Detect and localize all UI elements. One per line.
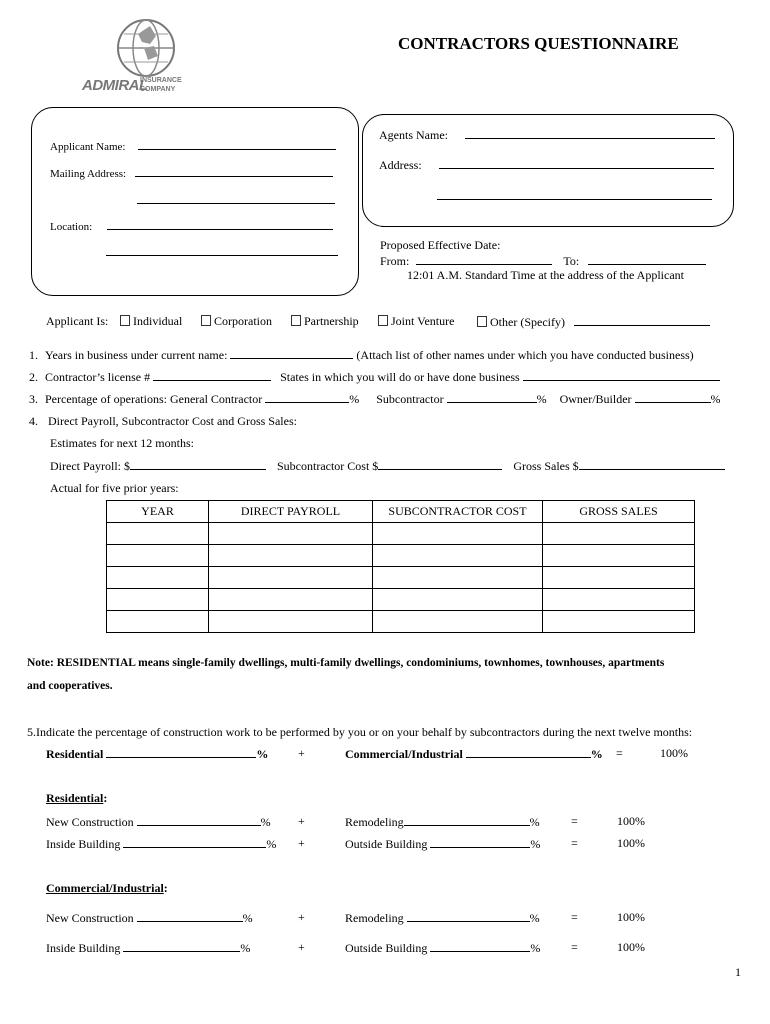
years-in-business-field[interactable] — [230, 347, 353, 359]
residential-pct-field[interactable] — [106, 746, 256, 758]
direct-payroll-field[interactable] — [130, 458, 266, 470]
equals-sign: = — [616, 746, 623, 760]
res-outside-building: Outside Building % — [345, 837, 541, 851]
company-logo — [80, 14, 190, 96]
actual-label: Actual for five prior years: — [50, 481, 179, 495]
checkbox-icon[interactable] — [291, 315, 301, 326]
subcontractor-label: Subcontractor — [376, 392, 444, 406]
res-new-construction-field[interactable] — [137, 814, 261, 826]
estimates-row — [50, 458, 725, 474]
direct-payroll-label: Direct Payroll: $ — [50, 459, 130, 473]
effective-time-note: 12:01 A.M. Standard Time at the address of the Applicant — [407, 268, 684, 282]
q4-label: Direct Payroll, Subcontractor Cost and Gross Sales: — [48, 414, 297, 428]
com-new-construction: New Construction % — [46, 911, 253, 925]
table-row — [107, 567, 695, 589]
option-partnership[interactable]: Partnership — [291, 314, 359, 329]
logo-wordmark: ADMIRAL — [82, 77, 148, 94]
effective-date-label: Proposed Effective Date: — [380, 238, 501, 252]
option-other[interactable]: Other (Specify) — [477, 314, 710, 330]
q1-label: Years in business under current name: — [45, 348, 228, 362]
table-row — [107, 523, 695, 545]
applicant-is-row — [46, 314, 108, 329]
residential-heading: Residential: — [46, 791, 108, 805]
location-field[interactable] — [107, 218, 333, 230]
location-row — [50, 218, 333, 233]
commercial-pct-field[interactable] — [466, 746, 591, 758]
option-individual[interactable]: Individual — [120, 314, 182, 329]
page-number: 1 — [735, 965, 741, 979]
table-row — [107, 545, 695, 567]
col-direct-payroll: DIRECT PAYROLL — [209, 501, 373, 523]
res-outside-building-field[interactable] — [430, 836, 530, 848]
commercial-pct-label: Commercial/Industrial % — [345, 747, 603, 761]
option-corporation[interactable]: Corporation — [201, 314, 272, 329]
owner-builder-label: Owner/Builder — [559, 392, 632, 406]
from-label: From: — [380, 254, 410, 268]
com-outside-building: Outside Building % — [345, 941, 541, 955]
agent-address-row — [379, 157, 714, 173]
col-subcontractor-cost: SUBCONTRACTOR COST — [373, 501, 543, 523]
agent-address-field-2[interactable] — [437, 188, 712, 200]
col-gross-sales: GROSS SALES — [543, 501, 695, 523]
location-field-2[interactable] — [106, 244, 338, 256]
com-outside-building-field[interactable] — [430, 940, 530, 952]
general-contractor-pct-field[interactable] — [265, 391, 349, 403]
states-field[interactable] — [523, 369, 720, 381]
estimates-label: Estimates for next 12 months: — [50, 436, 194, 450]
applicant-name-field[interactable] — [138, 138, 336, 150]
question-1: 1. Years in business under current name: (Attach list of other names under which you have conducted business) — [29, 348, 694, 362]
question-2: 2. Contractor’s license # States in which you will do or have done business — [29, 369, 720, 385]
table-row — [107, 611, 695, 633]
residential-note-line2: and cooperatives. — [27, 680, 113, 692]
checkbox-icon[interactable] — [378, 315, 388, 326]
gross-sales-label: Gross Sales $ — [513, 459, 579, 473]
residential-pct-label: Residential % — [46, 747, 269, 761]
checkbox-icon[interactable] — [120, 315, 130, 326]
agents-name-field[interactable] — [465, 127, 715, 139]
option-joint-venture[interactable]: Joint Venture — [378, 314, 454, 329]
to-date-field[interactable] — [588, 253, 706, 265]
gross-sales-field[interactable] — [579, 458, 725, 470]
com-inside-building: Inside Building % — [46, 941, 251, 955]
res-new-construction: New Construction % — [46, 815, 271, 829]
res-inside-building-field[interactable] — [123, 836, 266, 848]
license-number-field[interactable] — [153, 369, 271, 381]
mailing-address-label: Mailing Address: — [50, 168, 127, 180]
other-specify-field[interactable] — [574, 314, 710, 326]
col-year: YEAR — [107, 501, 209, 523]
com-new-construction-field[interactable] — [137, 910, 243, 922]
question-4: 4. Direct Payroll, Subcontractor Cost and Gross Sales: — [29, 414, 297, 428]
page-title: CONTRACTORS QUESTIONNAIRE — [398, 34, 679, 53]
q2-label: Contractor’s license # — [45, 370, 151, 384]
checkbox-icon[interactable] — [201, 315, 211, 326]
from-date-field[interactable] — [416, 253, 552, 265]
question-3: 3. Percentage of operations: General Contractor % Subcontractor % Owner/Builder % — [29, 392, 721, 406]
applicant-is-label: Applicant Is: — [46, 314, 109, 328]
applicant-name-row — [50, 138, 336, 153]
sub-cost-label: Subcontractor Cost $ — [276, 459, 379, 473]
agents-name-row — [379, 127, 715, 143]
agent-address-field[interactable] — [439, 157, 714, 169]
q3-label: Percentage of operations: General Contractor — [45, 392, 263, 406]
residential-note-line1: Note: RESIDENTIAL means single-family dwellings, multi-family dwellings, condominiums, townhomes, townhouses, apartments — [27, 657, 665, 669]
mailing-address-row — [50, 165, 333, 180]
question-5: 5.Indicate the percentage of construction work to be performed by you or on your behalf by subcontractors during the next twelve months: — [27, 725, 693, 739]
mailing-address-field[interactable] — [135, 165, 333, 177]
logo-sub2: COMPANY — [140, 86, 176, 93]
mailing-address-field-2[interactable] — [137, 192, 335, 204]
q1-note: (Attach list of other names under which you have conducted business) — [356, 348, 694, 362]
plus-sign: + — [298, 746, 305, 760]
applicant-name-label: Applicant Name: — [50, 141, 126, 153]
res-remodeling: Remodeling % — [345, 815, 540, 829]
subcontractor-pct-field[interactable] — [447, 391, 537, 403]
commercial-heading: Commercial/Industrial: — [46, 881, 168, 895]
checkbox-icon[interactable] — [477, 316, 487, 327]
prior-years-table — [106, 500, 695, 633]
res-inside-building: Inside Building % — [46, 837, 277, 851]
table-header-row — [107, 501, 695, 523]
table-row — [107, 589, 695, 611]
to-label: To: — [563, 254, 580, 268]
com-remodeling-field[interactable] — [407, 910, 530, 922]
total-100: 100% — [660, 746, 688, 760]
agent-address-label: Address: — [379, 158, 422, 172]
states-label: States in which you will do or have done business — [280, 370, 520, 384]
com-inside-building-field[interactable] — [123, 940, 240, 952]
logo-sub1: INSURANCE — [140, 77, 182, 84]
res-remodeling-field[interactable] — [404, 814, 530, 826]
location-label: Location: — [50, 221, 93, 233]
owner-builder-pct-field[interactable] — [635, 391, 711, 403]
agents-name-label: Agents Name: — [379, 128, 448, 142]
com-remodeling: Remodeling % — [345, 911, 540, 925]
effective-date-row — [380, 253, 706, 269]
sub-cost-field[interactable] — [378, 458, 502, 470]
